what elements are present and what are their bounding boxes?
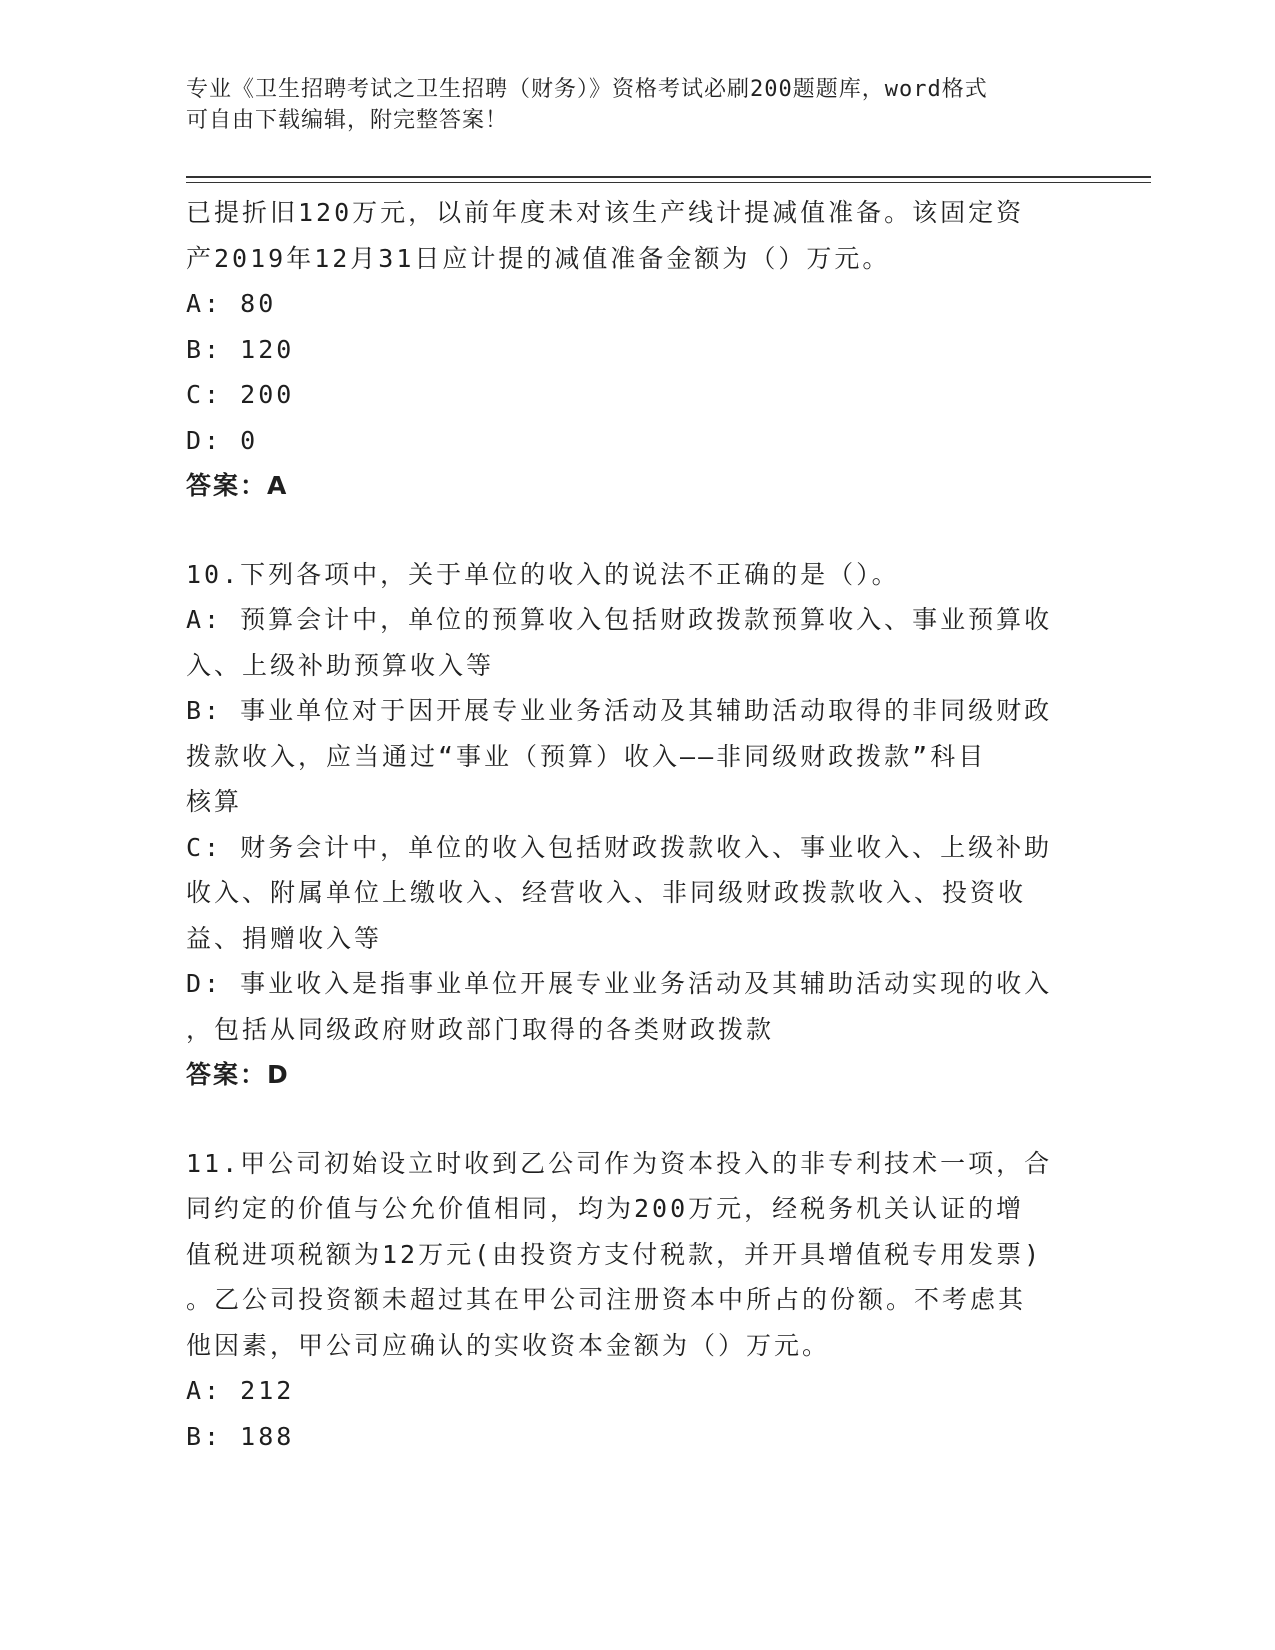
option-line: 益、捐赠收入等 [186,923,383,953]
option-b: B: 120 [186,334,295,364]
option-line: 拨款收入，应当通过“事业（预算）收入——非同级财政拨款”科目 [186,741,987,771]
option-line: 收入、附属单位上缴收入、经营收入、非同级财政拨款收入、投资收 [186,878,1027,907]
question-stem-line: 产2019年12月31日应计提的减值准备金额为（）万元。 [186,243,891,273]
question-spacer [186,1098,1066,1141]
question-stem-line: 10.下列各项中，关于单位的收入的说法不正确的是（）。 [186,559,900,589]
document-header [186,74,1086,136]
question-stem-line: 11.甲公司初始设立时收到乙公司作为资本投入的非专利技术一项，合 [186,1148,1053,1178]
header-line-1: 专业《卫生招聘考试之卫生招聘（财务）》资格考试必刷200题题库，word格式 [186,77,988,102]
question-spacer [186,509,1066,552]
option-a: A: 212 [186,1376,295,1405]
option-line: 核算 [186,787,243,816]
answer-label: 答案：D [186,1060,290,1089]
option-line: D: 事业收入是指事业单位开展专业业务活动及其辅助活动实现的收入 [186,969,1053,998]
header-divider-thin [186,182,1151,183]
question-stem-line: 同约定的价值与公允价值相同，均为200万元，经税务机关认证的增 [186,1194,1025,1223]
question-9 [186,190,1066,509]
header-divider-thick [186,176,1151,178]
header-line-2: 可自由下载编辑，附完整答案！ [186,108,509,133]
option-line: ，包括从同级政府财政部门取得的各类财政拨款 [186,1014,775,1044]
option-a: A: 80 [186,289,277,318]
option-d: D: 0 [186,425,259,455]
question-10 [186,552,1066,1098]
option-line: 入、上级补助预算收入等 [186,650,495,680]
question-stem-line: 已提折旧120万元，以前年度未对该生产线计提减值准备。该固定资 [186,198,1025,227]
question-stem-line: 值税进项税额为12万元(由投资方支付税款，并开具增值税专用发票) [186,1239,1043,1269]
option-c: C: 200 [186,380,295,409]
option-line: C: 财务会计中，单位的收入包括财政拨款收入、事业收入、上级补助 [186,832,1053,862]
answer-label: 答案：A [186,471,289,500]
question-11 [186,1141,1066,1460]
option-line: A: 预算会计中，单位的预算收入包括财政拨款预算收入、事业预算收 [186,605,1053,634]
question-stem-line: 他因素，甲公司应确认的实收资本金额为（）万元。 [186,1330,831,1360]
document-body [186,190,1066,1459]
option-line: B: 事业单位对于因开展专业业务活动及其辅助活动取得的非同级财政 [186,696,1053,725]
question-stem-line: 。乙公司投资额未超过其在甲公司注册资本中所占的份额。不考虑其 [186,1285,1027,1314]
option-b: B: 188 [186,1421,295,1451]
